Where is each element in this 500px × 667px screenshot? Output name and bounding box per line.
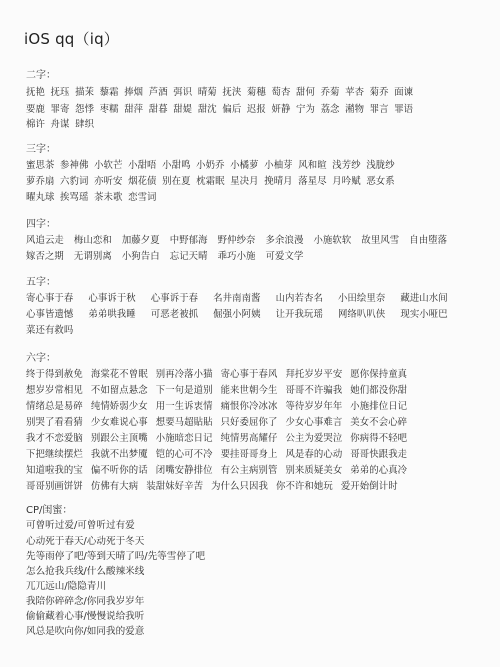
- name-item: 甜沈: [197, 104, 217, 115]
- name-item: 罪言: [369, 104, 389, 115]
- name-item: 终于得到赦免: [26, 369, 83, 380]
- cp-pair: 先等雨停了吧/等到天晴了吗/先等雪停了吧: [26, 551, 206, 562]
- name-item: 罪语: [394, 104, 414, 115]
- name-item: 她们都没你甜: [350, 385, 408, 396]
- cp-pair: 我陪你碎碎念/你同我岁岁年: [26, 596, 145, 607]
- name-item: 公主为爱哭泣: [285, 433, 343, 444]
- name-item: 小施软软: [313, 235, 352, 246]
- name-item: 山内若杏名: [275, 293, 323, 304]
- name-item: 乔菊: [320, 87, 340, 98]
- name-item: 甜暮: [148, 104, 168, 115]
- name-item: 心事皆遗憾: [26, 309, 74, 320]
- name-item: 你病得不轻吧: [350, 433, 408, 444]
- name-item: 面谏: [394, 87, 414, 98]
- name-item: 芦酒: [148, 87, 168, 98]
- name-item: 愿你保持童真: [350, 369, 408, 380]
- name-item: 知道啦我的宝: [26, 465, 83, 476]
- name-item: 纯情娇弱少女: [90, 401, 148, 412]
- name-item: 小软芒: [94, 160, 123, 171]
- name-item: 梅山恋和: [73, 235, 112, 246]
- name-item: 小橘萝: [230, 160, 259, 171]
- name-item: 浅芳纱: [332, 160, 361, 171]
- name-item: 抚浃: [222, 87, 242, 98]
- name-item: 潲物: [345, 104, 365, 115]
- name-item: 情绪总是易碎: [26, 401, 83, 412]
- name-item: 别在夏: [162, 176, 191, 187]
- name-item: 恋雪词: [128, 192, 157, 203]
- cp-pair: 心动死于春天/心动死于冬天: [26, 536, 145, 547]
- name-item: 菊穗: [246, 87, 266, 98]
- name-item: 寄心事于春风: [220, 369, 278, 380]
- name-item: 能来世朝今生: [220, 385, 278, 396]
- name-item: 宁为: [296, 104, 315, 115]
- name-item: 萄杏: [271, 87, 291, 98]
- name-item: 哥哥别画饼饼: [26, 481, 83, 492]
- name-item: 萝乔扇: [26, 176, 55, 187]
- name-row: [26, 414, 415, 428]
- name-item: 只好委屈你了: [220, 417, 278, 428]
- name-row: [26, 430, 415, 444]
- name-row: [26, 398, 415, 412]
- name-row: [26, 462, 415, 476]
- name-row: [26, 366, 415, 380]
- name-row: [26, 478, 406, 492]
- name-item: 现实小哑巴: [400, 309, 448, 320]
- name-item: 要鹿: [26, 104, 45, 115]
- name-item: 小施排位日记: [350, 401, 408, 412]
- name-item: 小柚芽: [264, 160, 293, 171]
- name-item: 下把继续摆烂: [26, 449, 83, 460]
- name-item: 美女不会心碎: [350, 417, 408, 428]
- name-item: 我就不出梦魇: [90, 449, 148, 460]
- cp-pair: 可曾听过爱/可曾听过有爱: [26, 520, 135, 531]
- name-item: 恶女系: [366, 176, 395, 187]
- name-item: 忘记天晴: [169, 251, 208, 262]
- section-heading: 三字：: [26, 144, 56, 155]
- name-item: 别哭了看看猜: [26, 417, 83, 428]
- section-heading: 六字：: [26, 353, 56, 364]
- name-item: 别来质疑美女: [285, 465, 343, 476]
- name-item: 用一生诉衷情: [155, 401, 213, 412]
- name-item: 嫁否之期: [26, 251, 64, 262]
- name-item: 网络叭叭侠: [337, 309, 386, 320]
- name-item: 妍静: [271, 104, 291, 115]
- name-item: 痛恨你冷冰冰: [220, 401, 278, 412]
- name-item: 挨骂瑶: [60, 192, 89, 203]
- name-item: 浅胧纱: [366, 160, 395, 171]
- name-item: 装甜妹好辛苦: [146, 481, 204, 492]
- name-item: 弟弟的心真冷: [350, 465, 408, 476]
- name-row: [26, 306, 463, 320]
- name-item: 为什么只因我: [211, 481, 268, 492]
- name-item: 自由堕落: [409, 235, 448, 246]
- name-item: 小田绘里奈: [337, 293, 386, 304]
- cp-pair: 怎么抢我兵线/什么酸辣米线: [26, 566, 145, 577]
- name-item: 菊乔: [369, 87, 389, 98]
- name-item: 怨悸: [75, 104, 95, 115]
- name-item: 苹杏: [345, 87, 365, 98]
- name-row: [26, 84, 419, 98]
- name-item: 弭识: [173, 87, 193, 98]
- name-item: 亦听安: [94, 176, 123, 187]
- name-item: 中野郁海: [169, 235, 208, 246]
- name-item: 想岁岁常相见: [26, 385, 83, 396]
- cp-pair: 兀兀远山/隐隐青川: [26, 581, 106, 592]
- name-item: 肆织: [75, 119, 95, 130]
- name-item: 挽晴月: [264, 176, 293, 187]
- name-item: 舟谋: [50, 119, 70, 130]
- name-item: 六豹词: [60, 176, 89, 187]
- name-item: 心事诉于春: [150, 293, 199, 304]
- name-row: [26, 232, 457, 246]
- name-item: 小甜唔: [128, 160, 157, 171]
- section-heading: 五字：: [26, 277, 56, 288]
- name-item: 你不许和她玩: [275, 481, 333, 492]
- name-item: 星决月: [230, 176, 259, 187]
- name-item: 我才不恋爱脑: [26, 433, 83, 444]
- name-item: 名井南南酱: [213, 293, 261, 304]
- name-item: 菜还有救吗: [26, 325, 74, 336]
- page-title: iOS qq（iq）: [24, 30, 119, 48]
- name-item: 倔强小阿姨: [213, 309, 261, 320]
- name-item: 曜丸球: [26, 192, 55, 203]
- name-item: 寄心事于春: [26, 293, 74, 304]
- name-item: 哥哥快跟我走: [350, 449, 408, 460]
- name-item: 故里风雪: [361, 235, 400, 246]
- name-item: 可爱文学: [265, 251, 304, 262]
- name-item: 要挂哥哥身上: [220, 449, 278, 460]
- name-item: 落星尽: [298, 176, 327, 187]
- name-row: [26, 322, 88, 336]
- name-item: 棉许: [26, 119, 45, 130]
- name-item: 风是春的心动: [285, 449, 343, 460]
- name-item: 偏后: [222, 104, 242, 115]
- name-item: 小施暗恋日记: [155, 433, 213, 444]
- name-item: 想要马超貼貼: [155, 417, 213, 428]
- name-item: 烟花债: [128, 176, 157, 187]
- name-row: [26, 157, 400, 171]
- name-item: 抚珏: [50, 87, 70, 98]
- name-item: 偏不听你的话: [90, 465, 148, 476]
- name-item: 闭嘴安静排位: [155, 465, 213, 476]
- name-item: 罪寄: [50, 104, 70, 115]
- name-item: 等待岁岁年年: [285, 401, 343, 412]
- name-item: 迟报: [246, 104, 266, 115]
- name-item: 乖巧小施: [217, 251, 256, 262]
- name-item: 有公主病别管: [220, 465, 278, 476]
- name-item: 茶未歌: [94, 192, 123, 203]
- name-item: 小狗告白: [121, 251, 160, 262]
- name-item: 捧烟: [124, 87, 144, 98]
- name-item: 野仲纱奈: [217, 235, 256, 246]
- name-item: 甜何: [296, 87, 315, 98]
- name-row: [26, 173, 400, 187]
- name-item: 别跟公主顶嘴: [90, 433, 148, 444]
- name-item: 藜霜: [99, 87, 119, 98]
- name-item: 荔念: [320, 104, 340, 115]
- name-item: 小甜鸣: [162, 160, 191, 171]
- name-row: [26, 446, 415, 460]
- name-item: 铠的心可不冷: [155, 449, 213, 460]
- name-item: 可恶老被抓: [150, 309, 199, 320]
- name-item: 甜媞: [173, 104, 193, 115]
- name-item: 描茉: [75, 87, 95, 98]
- name-item: 蜜思茶: [26, 160, 55, 171]
- name-item: 少女难说心事: [90, 417, 148, 428]
- name-item: 拜托岁岁平安: [285, 369, 343, 380]
- name-item: 仿佛有大病: [90, 481, 139, 492]
- name-item: 小奶乔: [196, 160, 225, 171]
- name-row: [26, 189, 162, 203]
- name-item: 藏进山水间: [400, 293, 448, 304]
- name-item: 抚艳: [26, 87, 45, 98]
- section-heading: 四字：: [26, 219, 56, 230]
- name-row: [26, 116, 100, 130]
- name-item: 月吟赋: [332, 176, 361, 187]
- name-item: 不如留点悬念: [90, 385, 148, 396]
- name-item: 弟弟哄我睡: [88, 309, 136, 320]
- name-item: 爱开始倒计时: [340, 481, 398, 492]
- name-item: 风和暄: [298, 160, 327, 171]
- name-item: 让开我玩瑶: [275, 309, 323, 320]
- cp-pair: 偷偷藏着心事/慢慢说给我听: [26, 611, 145, 622]
- name-item: 甜萍: [124, 104, 144, 115]
- cp-heading: CP/闺蜜：: [26, 505, 73, 516]
- name-item: 加藤夕夏: [121, 235, 160, 246]
- name-item: 哥哥不许骗我: [285, 385, 343, 396]
- name-item: 多余浪漫: [265, 235, 304, 246]
- name-item: 参神佛: [60, 160, 89, 171]
- name-row: [26, 382, 415, 396]
- name-item: 别再冷落小猫: [155, 369, 213, 380]
- name-item: 下一句是道别: [155, 385, 213, 396]
- cp-pair: 风总是吹向你/如同我的爱意: [26, 626, 145, 637]
- name-item: 海棠花不曾眠: [90, 369, 148, 380]
- name-item: 枕霜眠: [196, 176, 225, 187]
- name-item: 风追云走: [26, 235, 64, 246]
- name-item: 心事诉于秋: [88, 293, 136, 304]
- name-item: 纯情男高耀仔: [220, 433, 278, 444]
- name-item: 晴菊: [197, 87, 217, 98]
- name-row: [26, 101, 419, 115]
- section-heading: 二字：: [26, 70, 56, 81]
- name-row: [26, 248, 313, 262]
- name-item: 少女心事难言: [285, 417, 343, 428]
- name-item: 枣糯: [99, 104, 119, 115]
- name-item: 无谓别离: [73, 251, 112, 262]
- name-row: [26, 290, 463, 304]
